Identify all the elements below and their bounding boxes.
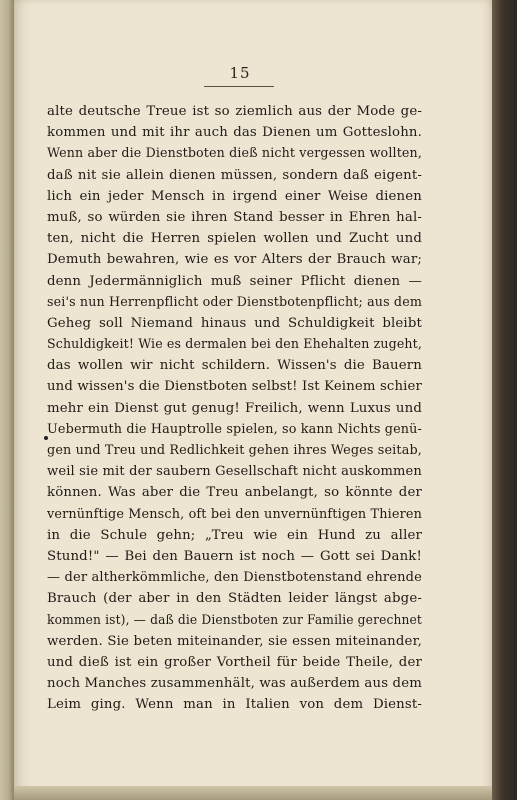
text-line: werden. Sie beten miteinander, sie essen miteinander, [47,633,422,649]
text-line: kommen und mit ihr auch das Dienen um Gotteslohn. [47,125,422,141]
text-line: kommen ist), — daß die Dienstboten zur Familie gerechnet [47,612,422,628]
book-cover-edge [492,0,517,800]
text-line: daß nit sie allein dienen müssen, sondern daß eigent- [47,167,422,183]
text-line: mehr ein Dienst gut genug! Freilich, wenn Luxus und [47,400,422,416]
body-text [47,101,422,715]
text-line: denn Jedermänniglich muß seiner Pflicht dienen — [47,273,422,289]
book-gutter [0,0,14,800]
text-line: weil sie mit der saubern Gesellschaft nicht auskommen [47,464,422,480]
text-line: das wollen wir nicht schildern. Wissen's die Bauern [47,358,422,374]
text-line: — der altherkömmliche, den Dienstbotenstand ehrende [47,570,422,586]
text-line: können. Was aber die Treu anbelangt, so könnte der [47,485,422,501]
text-line: Wenn aber die Dienstboten dieß nicht vergessen wollten, [47,146,422,162]
text-line: Schuldigkeit! Wie es dermalen bei den Ehehalten zugeht, [47,337,422,353]
text-line: noch Manches zusammenhält, was außerdem aus dem [47,676,422,692]
text-line: und wissen's die Dienstboten selbst! Ist Keinem schier [47,379,422,395]
text-line: ten, nicht die Herren spielen wollen und Zucht und [47,231,422,247]
text-line: sei's nun Herrenpflicht oder Dienstbotenpflicht; aus dem [47,294,422,310]
page-number: 15 [229,64,251,82]
text-line: Stund!" — Bei den Bauern ist noch — Gott sei Dank! [47,548,422,564]
text-line: in die Schule gehn; „Treu wie ein Hund zu aller [47,527,422,543]
text-line: alte deutsche Treue ist so ziemlich aus der Mode ge- [47,104,422,119]
text-line: Geheg soll Niemand hinaus und Schuldigkeit bleibt [47,315,422,331]
text-line: muß, so würden sie ihren Stand besser in Ehren hal- [47,209,422,225]
text-line: Demuth bewahren, wie es vor Alters der Brauch war; [47,252,422,268]
text-line: lich ein jeder Mensch in irgend einer Weise dienen [47,188,422,204]
text-line: gen und Treu und Redlichkeit gehen ihres Weges seitab, [47,443,422,458]
text-line: Uebermuth die Hauptrolle spielen, so kann Nichts genü- [47,421,422,437]
page-bottom-edge [14,786,492,800]
text-line: Leim ging. Wenn man in Italien von dem Dienst- [47,697,422,713]
text-line: und dieß ist ein großer Vortheil für beide Theile, der [47,654,422,670]
text-line: vernünftige Mensch, oft bei den unvernünftigen Thieren [47,506,422,522]
text-line: Brauch (der aber in den Städten leider längst abge- [47,591,422,607]
header-rule [204,86,274,87]
